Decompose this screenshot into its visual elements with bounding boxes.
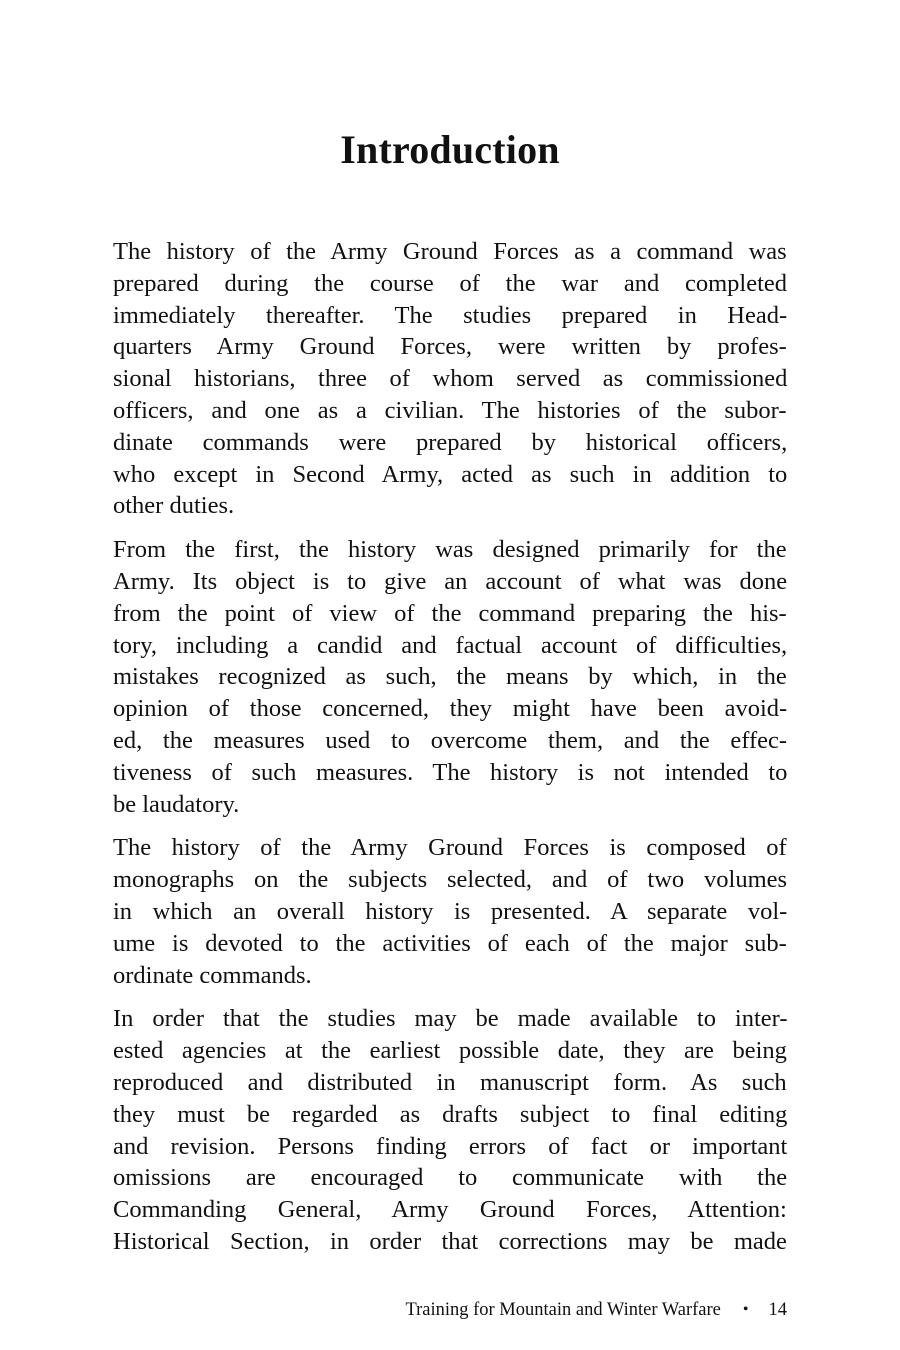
text-line: mistakes recognized as such, the means by which, in the bbox=[113, 663, 787, 691]
page-number: 14 bbox=[768, 1300, 787, 1320]
text-line: omissions are encouraged to communicate with the bbox=[113, 1164, 788, 1192]
text-line: Commanding General, Army Ground Forces, Attention: bbox=[113, 1196, 787, 1224]
text-line: who except in Second Army, acted as such in addition to bbox=[113, 460, 788, 488]
text-line: The history of the Army Ground Forces is composed of bbox=[113, 834, 787, 862]
text-line: Army. Its object is to give an account of what was done bbox=[113, 567, 788, 595]
body-text bbox=[113, 236, 787, 1270]
text-line: sional historians, three of whom served as commissioned bbox=[113, 365, 788, 393]
text-line: tory, including a candid and factual account of difficulties, bbox=[113, 631, 788, 659]
text-line: ordinate commands. bbox=[113, 961, 312, 989]
text-line: ume is devoted to the activities of each of the major sub- bbox=[113, 929, 787, 957]
text-line: officers, and one as a civilian. The histories of the subor- bbox=[113, 396, 787, 424]
text-line: The history of the Army Ground Forces as a command was bbox=[113, 238, 787, 265]
paragraph-4 bbox=[113, 1003, 787, 1257]
paragraph-2 bbox=[113, 534, 787, 820]
text-line: they must be regarded as drafts subject to final editing bbox=[113, 1100, 788, 1128]
page-title: Introduction bbox=[340, 127, 560, 172]
text-line: dinate commands were prepared by historical officers, bbox=[113, 428, 788, 456]
running-title: Training for Mountain and Winter Warfare bbox=[405, 1300, 721, 1320]
text-line: From the first, the history was designed primarily for the bbox=[113, 536, 787, 564]
text-line: reproduced and distributed in manuscript form. As such bbox=[113, 1068, 787, 1096]
text-line: prepared during the course of the war and completed bbox=[113, 269, 788, 297]
text-line: ed, the measures used to overcome them, and the effec- bbox=[113, 726, 788, 754]
text-line: and revision. Persons finding errors of fact or important bbox=[113, 1132, 788, 1160]
text-line: tiveness of such measures. The history is not intended to bbox=[113, 758, 788, 786]
text-line: other duties. bbox=[113, 492, 235, 520]
text-line: Historical Section, in order that corrections may be made bbox=[113, 1227, 787, 1255]
bullet-separator: • bbox=[742, 1301, 749, 1318]
text-line: immediately thereafter. The studies prepared in Head- bbox=[113, 301, 788, 329]
paragraph-3 bbox=[113, 832, 787, 991]
text-line: quarters Army Ground Forces, were written by profes- bbox=[113, 333, 787, 361]
text-line: from the point of view of the command preparing the his- bbox=[113, 599, 787, 627]
text-line: monographs on the subjects selected, and of two volumes bbox=[113, 866, 788, 894]
text-line: be laudatory. bbox=[113, 790, 240, 818]
text-line: In order that the studies may be made available to inter- bbox=[113, 1005, 788, 1033]
text-line: in which an overall history is presented. A separate vol- bbox=[113, 897, 788, 925]
text-line: ested agencies at the earliest possible date, they are being bbox=[113, 1037, 787, 1065]
page-footer bbox=[405, 1298, 787, 1322]
text-line: opinion of those concerned, they might have been avoid- bbox=[113, 695, 788, 723]
paragraph-1 bbox=[113, 236, 787, 522]
